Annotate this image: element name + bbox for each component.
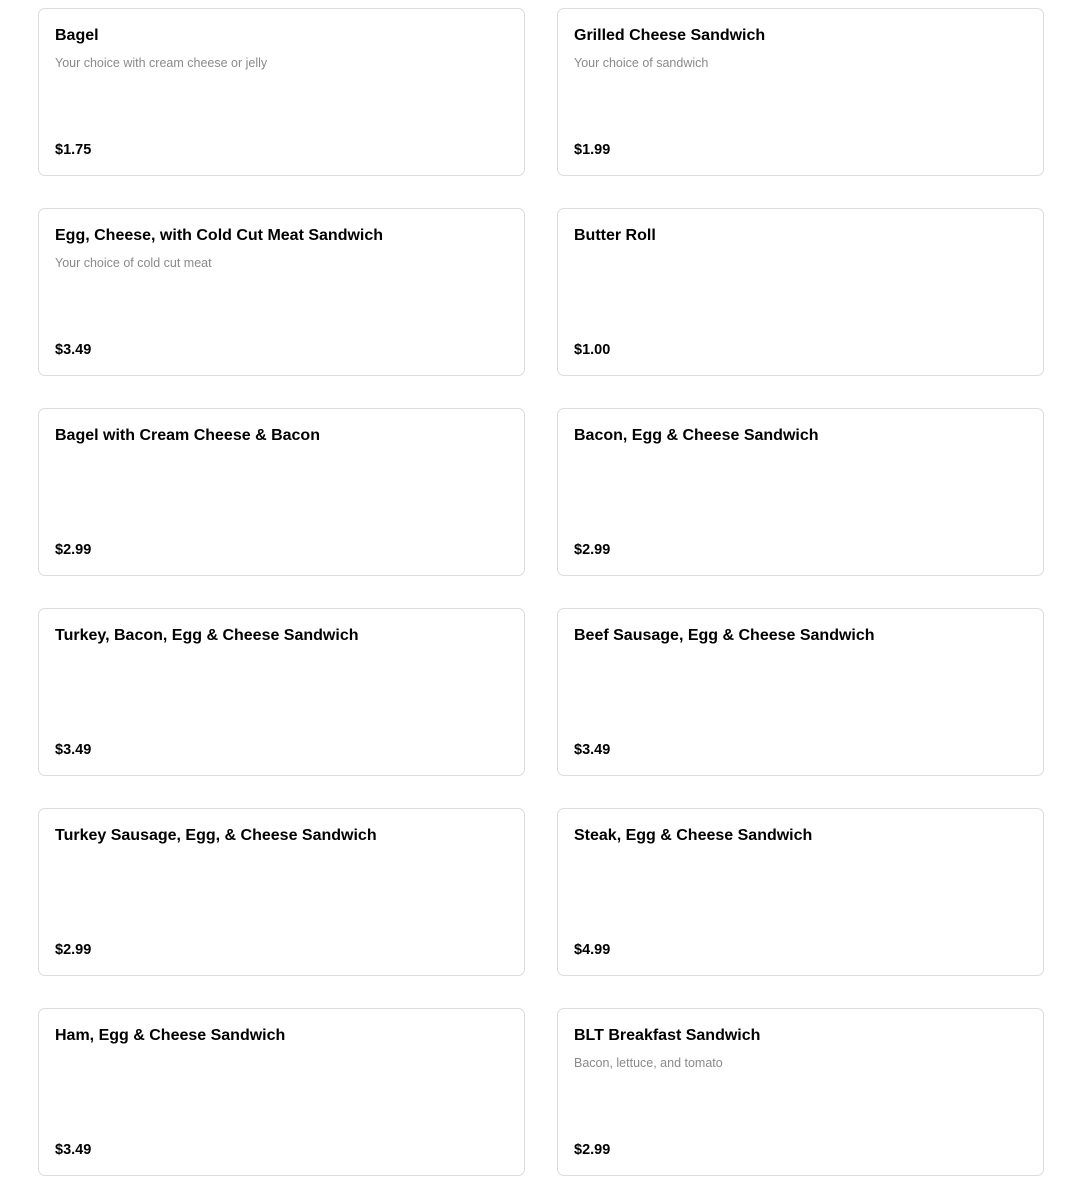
menu-item-name: Bagel with Cream Cheese & Bacon	[55, 427, 320, 444]
menu-item-name: Turkey Sausage, Egg, & Cheese Sandwich	[55, 827, 377, 844]
menu-item-price: $2.99	[574, 542, 611, 558]
menu-item-name: Grilled Cheese Sandwich	[574, 27, 766, 44]
menu-item-card-steak-egg-cheese-sandwich[interactable]	[557, 808, 1044, 976]
menu-item-price: $2.99	[55, 542, 92, 558]
menu-item-name: Steak, Egg & Cheese Sandwich	[574, 827, 813, 844]
menu-item-card-bagel[interactable]	[38, 8, 525, 176]
menu-item-name: Bacon, Egg & Cheese Sandwich	[574, 427, 819, 444]
menu-item-name: Turkey, Bacon, Egg & Cheese Sandwich	[55, 627, 359, 644]
menu-item-price: $2.99	[574, 1142, 611, 1158]
menu-item-description: Your choice with cream cheese or jelly	[55, 56, 268, 70]
menu-item-price: $1.75	[55, 142, 92, 158]
menu-item-card-bacon-egg-cheese-sandwich[interactable]	[557, 408, 1044, 576]
menu-item-description: Your choice of sandwich	[574, 56, 709, 70]
menu-item-name: Bagel	[55, 27, 99, 44]
menu-item-card-ham-egg-cheese-sandwich[interactable]	[38, 1008, 525, 1176]
menu-item-card-butter-roll[interactable]	[557, 208, 1044, 376]
menu-item-card-turkey-bacon-egg-cheese-sandwich[interactable]	[38, 608, 525, 776]
menu-item-price: $3.49	[574, 742, 611, 758]
menu-item-name: Butter Roll	[574, 227, 656, 244]
menu-item-card-bagel-cream-cheese-bacon[interactable]	[38, 408, 525, 576]
menu-item-description: Your choice of cold cut meat	[55, 256, 212, 270]
menu-item-price: $1.00	[574, 342, 611, 358]
menu-item-card-blt-breakfast-sandwich[interactable]	[557, 1008, 1044, 1176]
menu-item-card-beef-sausage-egg-cheese-sandwich[interactable]	[557, 608, 1044, 776]
menu-item-description: Bacon, lettuce, and tomato	[574, 1056, 723, 1070]
menu-item-price: $3.49	[55, 342, 92, 358]
menu-item-price: $3.49	[55, 1142, 92, 1158]
menu-item-price: $2.99	[55, 942, 92, 958]
menu-item-name: Beef Sausage, Egg & Cheese Sandwich	[574, 627, 875, 644]
menu-item-card-egg-cheese-cold-cut-sandwich[interactable]	[38, 208, 525, 376]
menu-item-price: $3.49	[55, 742, 92, 758]
menu-item-card-grilled-cheese-sandwich[interactable]	[557, 8, 1044, 176]
menu-item-name: Ham, Egg & Cheese Sandwich	[55, 1027, 286, 1044]
menu-item-card-turkey-sausage-egg-cheese-sandwich[interactable]	[38, 808, 525, 976]
menu-item-price: $4.99	[574, 942, 611, 958]
menu-item-name: BLT Breakfast Sandwich	[574, 1027, 761, 1044]
menu-item-price: $1.99	[574, 142, 611, 158]
menu-item-name: Egg, Cheese, with Cold Cut Meat Sandwich	[55, 227, 384, 244]
